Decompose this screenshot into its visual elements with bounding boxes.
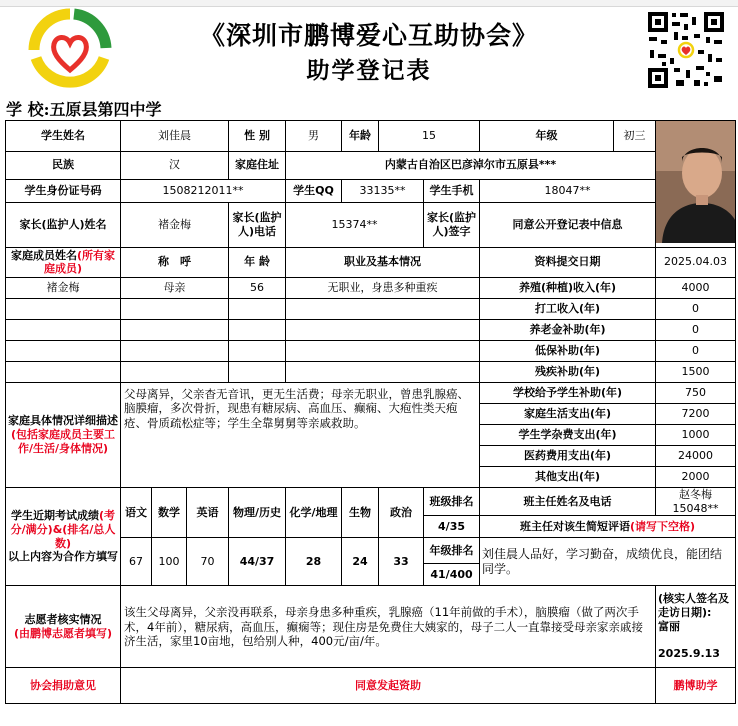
finance-value: 4000	[656, 277, 736, 298]
empty-cell	[286, 298, 480, 319]
gender-label: 性 别	[229, 121, 286, 152]
subject-score: 24	[342, 538, 379, 586]
form-header	[0, 0, 738, 96]
phone-label: 学生手机	[424, 179, 480, 202]
empty-cell	[121, 298, 229, 319]
member-relation: 母亲	[121, 277, 229, 298]
empty-cell	[6, 298, 121, 319]
finance-label: 打工收入(年)	[480, 298, 656, 319]
subject-header: 英语	[187, 487, 229, 538]
empty-cell	[121, 340, 229, 361]
finance-label: 残疾补助(年)	[480, 361, 656, 382]
gender-value: 男	[286, 121, 342, 152]
finance-label: 养殖(种植)收入(年)	[480, 277, 656, 298]
qr-code-icon	[646, 10, 726, 90]
finance-label: 学生学杂费支出(年)	[480, 424, 656, 445]
member-job: 无职业，身患多种重疾	[286, 277, 480, 298]
guardian-phone-label: 家长(监护人)电话	[229, 202, 286, 247]
grade-label: 年级	[480, 121, 614, 152]
empty-cell	[229, 340, 286, 361]
finance-label: 家庭生活支出(年)	[480, 403, 656, 424]
finance-value: 1500	[656, 361, 736, 382]
ethnicity-label: 民族	[6, 151, 121, 179]
finance-value: 7200	[656, 403, 736, 424]
age-value: 15	[379, 121, 480, 152]
submit-date-label: 资料提交日期	[480, 247, 656, 277]
subject-score: 100	[152, 538, 187, 586]
situation-label	[6, 382, 121, 487]
finance-value: 750	[656, 382, 736, 403]
finance-value: 24000	[656, 445, 736, 466]
volunteer-label	[6, 586, 121, 668]
subject-header: 化学/地理	[286, 487, 342, 538]
guardian-sign-label: 家长(监护人)签字	[424, 202, 480, 247]
volunteer-label-text: 志愿者核实情况	[24, 613, 102, 626]
subject-header: 物理/历史	[229, 487, 286, 538]
relation-header: 称 呼	[121, 247, 229, 277]
scores-label-note: (考分/满分)&(排名/总人数)	[10, 509, 116, 550]
qq-label: 学生QQ	[286, 179, 342, 202]
finance-value: 0	[656, 298, 736, 319]
spreadsheet-column-strip	[0, 0, 738, 7]
member-name: 褚金梅	[6, 277, 121, 298]
guardian-name-label: 家长(监护人)姓名	[6, 202, 121, 247]
scores-label-filler: 以上内容为合作方填写	[8, 550, 118, 564]
subject-score: 70	[187, 538, 229, 586]
subject-score: 67	[121, 538, 152, 586]
consent-text: 同意公开登记表中信息	[480, 202, 656, 247]
finance-label: 学校给予学生补助(年)	[480, 382, 656, 403]
family-name-header-note: (所有家庭成员)	[43, 248, 116, 276]
age-label: 年龄	[342, 121, 379, 152]
finance-value: 0	[656, 319, 736, 340]
grade-rank-value: 41/400	[424, 564, 480, 586]
family-name-header-text: 家庭成员姓名	[10, 248, 77, 262]
student-name: 刘佳晨	[121, 121, 229, 152]
teacher-comment-label-note: (请写下空格)	[630, 519, 696, 533]
situation-description: 父母离异，父亲杳无音讯，更无生活费；母亲无职业，曾患乳腺癌、脑膜瘤，多次骨折，现患有糖尿病、高血压、癫痫、大疱性类天疱疮、骨质疏松症等；学生全靠舅舅等亲戚救助。	[121, 382, 480, 487]
job-header: 职业及基本情况	[286, 247, 480, 277]
volunteer-label-note: (由鹏博志愿者填写)	[13, 626, 113, 640]
empty-cell	[121, 319, 229, 340]
class-rank-label: 班级排名	[424, 487, 480, 516]
situation-label-text: 家庭具体情况详细描述	[8, 414, 118, 428]
subject-header: 数学	[152, 487, 187, 538]
id-label: 学生身份证号码	[6, 179, 121, 202]
finance-label: 低保补助(年)	[480, 340, 656, 361]
phone-value: 18047**	[480, 179, 656, 202]
empty-cell	[6, 361, 121, 382]
finance-value: 0	[656, 340, 736, 361]
address-label: 家庭住址	[229, 151, 286, 179]
school-line	[6, 97, 162, 120]
registration-table	[5, 120, 736, 704]
empty-cell	[6, 319, 121, 340]
subject-score: 28	[286, 538, 342, 586]
verifier-cell	[656, 586, 736, 668]
empty-cell	[6, 340, 121, 361]
class-rank-value: 4/35	[424, 516, 480, 538]
verifier-name: 富丽	[658, 619, 681, 633]
grade-rank-label: 年级排名	[424, 538, 480, 564]
teacher-label: 班主任姓名及电话	[480, 487, 656, 516]
form-subtitle: 助学登记表	[306, 57, 432, 84]
submit-date-value: 2025.04.03	[656, 247, 736, 277]
grade-value: 初三	[614, 121, 656, 152]
id-value: 1508212011**	[121, 179, 286, 202]
empty-cell	[229, 298, 286, 319]
subject-score: 44/37	[229, 538, 286, 586]
guardian-name: 褚金梅	[121, 202, 229, 247]
situation-label-note: (包括家庭成员主要工作/生活/身体情况)	[10, 427, 116, 455]
empty-cell	[229, 319, 286, 340]
finance-label: 其他支出(年)	[480, 466, 656, 487]
empty-cell	[286, 361, 480, 382]
guardian-phone: 15374**	[286, 202, 424, 247]
subject-header: 生物	[342, 487, 379, 538]
school-name: 五原县第四中学	[49, 100, 162, 119]
subject-header: 语文	[121, 487, 152, 538]
empty-cell	[121, 361, 229, 382]
subject-score: 33	[379, 538, 424, 586]
scores-label-text: 学生近期考试成绩	[10, 509, 99, 522]
teacher-value: 赵冬梅15048**	[656, 487, 736, 516]
finance-value: 2000	[656, 466, 736, 487]
form-title: 《深圳市鹏博爱心互助协会》	[199, 21, 538, 50]
empty-cell	[229, 361, 286, 382]
empty-cell	[286, 319, 480, 340]
student-photo	[656, 121, 736, 248]
organization-name: 鹏博助学	[656, 668, 736, 704]
qq-value: 33135**	[342, 179, 424, 202]
student-photo-image	[656, 121, 736, 243]
verifier-label: (核实人签名及走访日期):	[658, 592, 730, 620]
finance-label: 医药费用支出(年)	[480, 445, 656, 466]
student-name-label: 学生姓名	[6, 121, 121, 152]
verify-date: 2025.9.13	[658, 647, 720, 661]
ethnicity-value: 汉	[121, 151, 229, 179]
member-age: 56	[229, 277, 286, 298]
teacher-comment-label	[480, 516, 736, 538]
finance-label: 养老金补助(年)	[480, 319, 656, 340]
subject-header: 政治	[379, 487, 424, 538]
teacher-comment-label-text: 班主任对该生简短评语	[520, 519, 630, 533]
finance-value: 1000	[656, 424, 736, 445]
teacher-comment: 刘佳晨人品好，学习勤奋，成绩优良，能团结同学。	[480, 538, 736, 586]
member-age-header: 年 龄	[229, 247, 286, 277]
scores-label	[6, 487, 121, 586]
donation-opinion-label: 协会捐助意见	[6, 668, 121, 704]
empty-cell	[286, 340, 480, 361]
volunteer-description: 该生父母离异，父亲没再联系，母亲身患多种重疾，乳腺癌（11年前做的手术），脑膜瘤（做了两次手术，4年前），糖尿病，高血压，癫痫等；现住房是免费住大姨家的，母子二人一直靠接受母亲家亲戚接济生活，家里10亩地，包给别人种，400元/亩/年。	[121, 586, 656, 668]
school-label: 学 校:	[6, 100, 50, 119]
donation-opinion: 同意发起资助	[121, 668, 656, 704]
address-value: 内蒙古自治区巴彦淖尔市五原县***	[286, 151, 656, 179]
family-name-header	[6, 247, 121, 277]
